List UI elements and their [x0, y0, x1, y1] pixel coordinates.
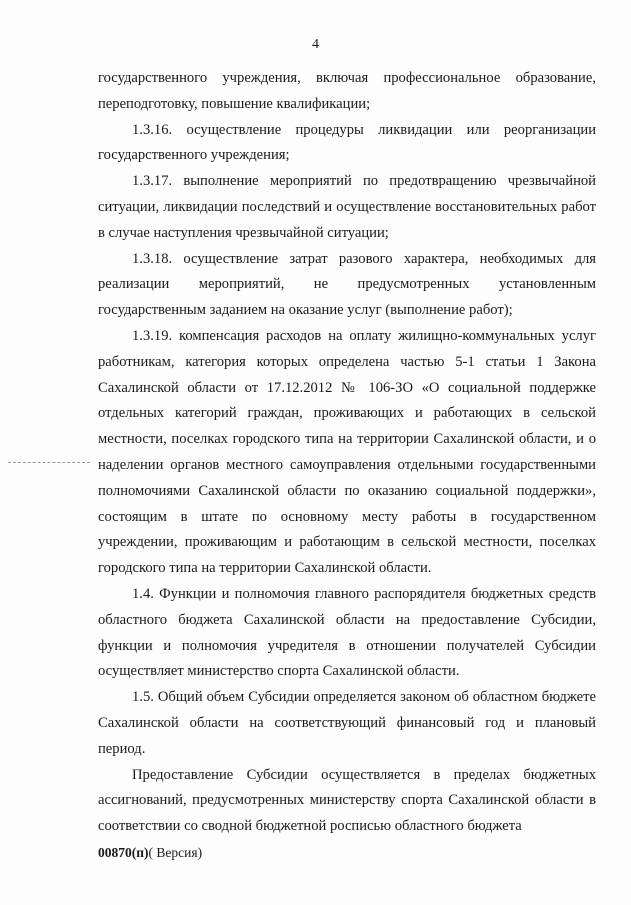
paragraph-1-3-16: 1.3.16. осуществление процедуры ликвидации или реорганизации государственного учреждения;: [98, 121, 596, 164]
document-footer: [98, 845, 202, 861]
document-body: [98, 66, 596, 840]
paragraph-1-3-19: 1.3.19. компенсация расходов на оплату жилищно-коммунальных услуг работникам, категория которых определена частью 5-1 статьи 1 Закона Сахалинской области от 17.12.2012 № 106-ЗО «О социальной поддержке отдельных категорий граждан, проживающих и работающих в сельской местности, поселках городского типа на территории Сахалинской области, и о наделении органов местного самоуправления отдельными государственными полномочиями Сахалинской области по оказанию социальной поддержки», состоящим в штате по основному месту работы в государственном учреждении, проживающим и работающим в сельской местности, поселках городского типа на территории Сахалинской области.: [98, 327, 596, 577]
paragraph-1-3-18: 1.3.18. осуществление затрат разового характера, необходимых для реализации мероприятий, не предусмотренных установленным государственным заданием на оказание услуг (выполнение работ);: [98, 250, 596, 319]
margin-dash-mark: [8, 462, 90, 463]
paragraph-1-3-17: 1.3.17. выполнение мероприятий по предотвращению чрезвычайной ситуации, ликвидации последствий и осуществление восстановительных работ в случае наступления чрезвычайной ситуации;: [98, 173, 596, 241]
document-code: 00870(п): [98, 845, 149, 860]
paragraph-continuation: государственного учреждения, включая профессиональное образование, переподготовку, повышение квалификации;: [98, 70, 596, 112]
paragraph-subsidy-provision: Предоставление Субсидии осуществляется в пределах бюджетных ассигнований, предусмотренных министерству спорта Сахалинской области в соответствии со сводной бюджетной росписью областного бюджета: [98, 766, 596, 835]
paragraph-1-5: 1.5. Общий объем Субсидии определяется законом об областном бюджете Сахалинской области на соответствующий финансовый год и плановый период.: [98, 689, 596, 757]
paragraph-1-4: 1.4. Функции и полномочия главного распорядителя бюджетных средств областного бюджета Сахалинской области на предоставление Субсидии, функции и полномочия учредителя в отношении получателей Субсидии осуществляет министерство спорта Сахалинской области.: [98, 585, 596, 680]
page-number: 4: [312, 37, 319, 52]
document-version: ( Версия): [148, 845, 203, 860]
